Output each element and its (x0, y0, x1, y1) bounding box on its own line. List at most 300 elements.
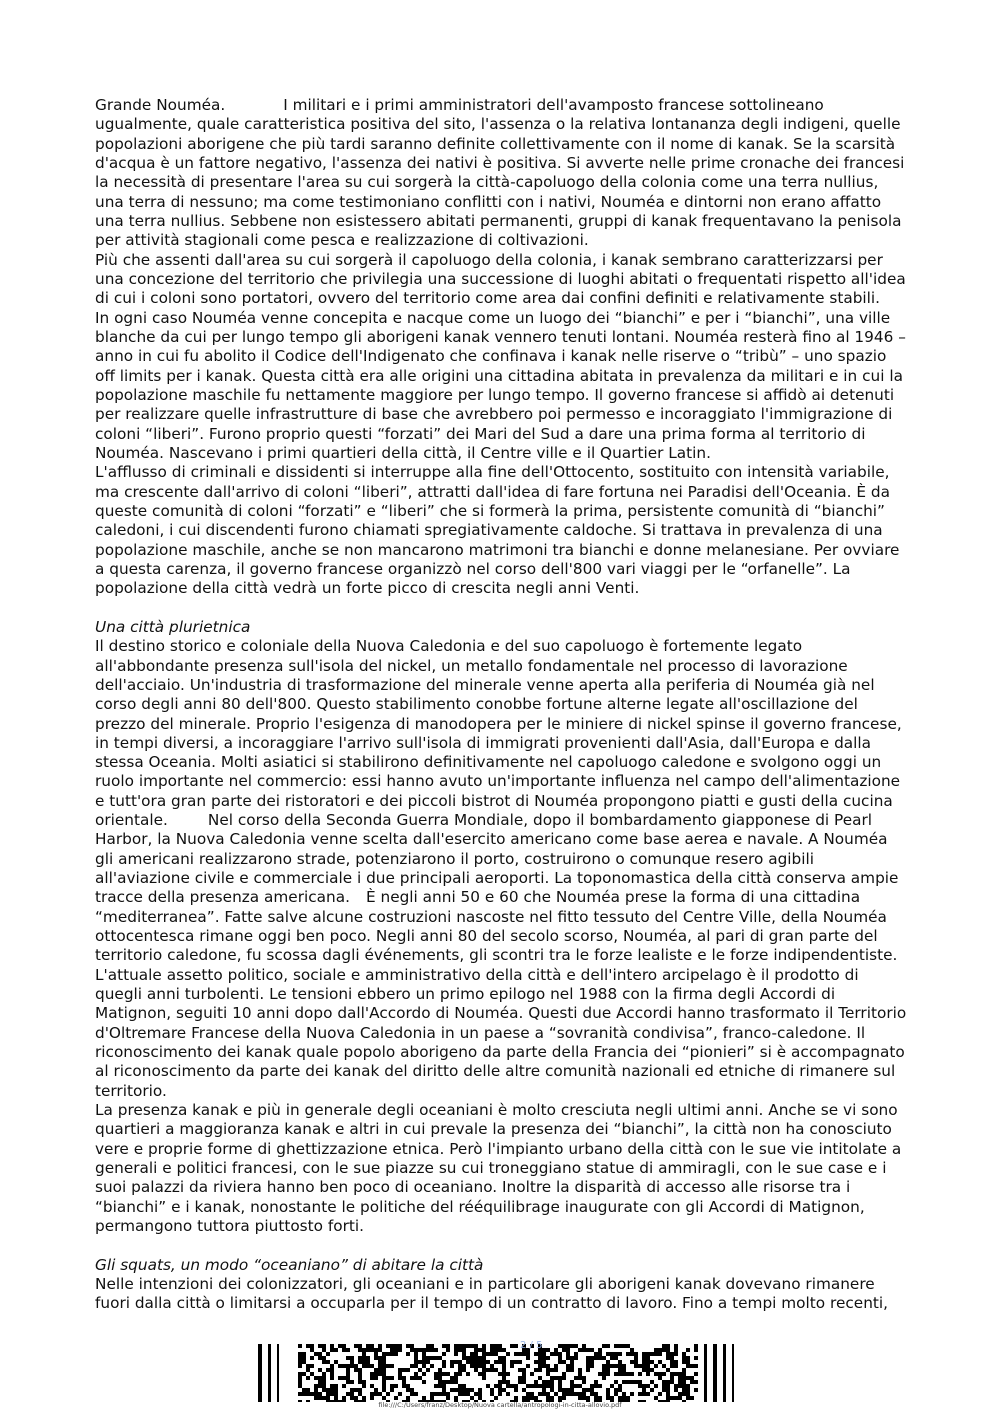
barcode-module (606, 1396, 610, 1400)
barcode-module (558, 1356, 562, 1360)
barcode-module (338, 1376, 342, 1380)
barcode-module (682, 1384, 686, 1388)
barcode-module (378, 1348, 382, 1352)
barcode-module (394, 1384, 398, 1388)
barcode-module (662, 1348, 666, 1352)
barcode-module (638, 1372, 642, 1376)
barcode-module (406, 1344, 410, 1348)
barcode-module (410, 1388, 414, 1392)
barcode-module (478, 1348, 482, 1352)
barcode-module (462, 1392, 466, 1396)
barcode-module (434, 1392, 438, 1396)
barcode-module (686, 1348, 690, 1352)
barcode-module (350, 1388, 354, 1392)
barcode-module (678, 1392, 682, 1396)
barcode-module (618, 1364, 622, 1368)
barcode-module (342, 1344, 346, 1348)
barcode-module (694, 1380, 698, 1384)
barcode-module (374, 1368, 378, 1372)
barcode-module (386, 1364, 390, 1368)
barcode-module (510, 1384, 514, 1388)
text-run: Nel corso della Seconda Guerra Mondiale, dopo il bombardamento giapponese di Pearl Harbor, la Nuova Caledonia venne scelta dall'esercito americano come base aerea e navale. A Nouméa gli americani realizzarono strade, potenziarono il porto, costruirono o comunque resero agibili all'aviazione civile e commerciale i due principali aeroporti. La toponomastica della città conserva ampie tracce della presenza americana. (95, 811, 899, 907)
barcode-module (422, 1396, 426, 1400)
barcode-module (594, 1396, 598, 1400)
barcode-module (526, 1352, 530, 1356)
barcode-module (570, 1368, 574, 1372)
barcode-module (566, 1356, 570, 1360)
barcode-module (438, 1372, 442, 1376)
barcode-module (482, 1364, 486, 1368)
barcode-module (350, 1396, 354, 1400)
barcode-module (666, 1380, 670, 1384)
barcode-module (342, 1364, 346, 1368)
barcode-module (378, 1372, 382, 1376)
barcode-module (354, 1344, 358, 1348)
barcode-module (686, 1384, 690, 1388)
barcode-module (430, 1392, 434, 1396)
barcode-module (570, 1344, 574, 1348)
barcode-module (570, 1392, 574, 1396)
barcode-module (482, 1356, 486, 1360)
barcode-module (522, 1368, 526, 1372)
barcode-module (346, 1364, 350, 1368)
barcode-module (466, 1360, 470, 1364)
barcode-module (630, 1360, 634, 1364)
barcode-bar (713, 1344, 717, 1402)
barcode-module (298, 1360, 302, 1364)
barcode-module (550, 1380, 554, 1384)
barcode-module (322, 1396, 326, 1400)
barcode-module (498, 1348, 502, 1352)
barcode-module (474, 1364, 478, 1368)
barcode-module (542, 1384, 546, 1388)
barcode-module (670, 1364, 674, 1368)
barcode-module (394, 1396, 398, 1400)
barcode-module (590, 1356, 594, 1360)
barcode-module (574, 1376, 578, 1380)
barcode-module (666, 1396, 670, 1400)
barcode-module (518, 1360, 522, 1364)
barcode-module (398, 1344, 402, 1348)
barcode-module (454, 1352, 458, 1356)
barcode-module (554, 1364, 558, 1368)
barcode-module (374, 1348, 378, 1352)
barcode-module (334, 1392, 338, 1396)
barcode-module (594, 1392, 598, 1396)
section-heading: Gli squats, un modo “oceaniano” di abitare la città (95, 1255, 484, 1274)
barcode-module (606, 1352, 610, 1356)
barcode-module (626, 1380, 630, 1384)
barcode-module (474, 1356, 478, 1360)
barcode-module (666, 1344, 670, 1348)
barcode-module (458, 1388, 462, 1392)
barcode-module (338, 1344, 342, 1348)
barcode-module (678, 1380, 682, 1384)
barcode-module (358, 1388, 362, 1392)
page-number: 2 / 5 (520, 1340, 543, 1351)
text-run: I militari e i primi amministratori dell'avamposto francese sottolineano ugualmente, quale caratteristica positiva del sito, l'assenza o la relativa lontananza degli indigeni, quelle popolazioni aborigene che più tardi saranno definite collettivamente con il nome di kanak. Se la scarsità d'acqua è un fattore negativo, l'assenza dei nativi è positiva. Si avverte nelle prime cronache dei francesi la necessità di presentare l'area su cui sorgerà la città-capoluogo della colonia come una terra nullius, una terra di nessuno; ma come testimoniano conflitti con i nativi, Nouméa e dintorni non erano affatto una terra nullius. Sebbene non esistessero abitati permanenti, gruppi di kanak frequentavano la penisola per attività stagionali come pesca e realizzazione di coltivazioni. (95, 96, 905, 250)
barcode-module (610, 1356, 614, 1360)
barcode-module (586, 1360, 590, 1364)
barcode-image (258, 1344, 742, 1402)
barcode-module (462, 1344, 466, 1348)
barcode-module (598, 1396, 602, 1400)
barcode-module (590, 1384, 594, 1388)
barcode-module (398, 1348, 402, 1352)
barcode-module (470, 1360, 474, 1364)
barcode-module (318, 1380, 322, 1384)
barcode-module (382, 1356, 386, 1360)
barcode-module (578, 1384, 582, 1388)
barcode-module (358, 1376, 362, 1380)
barcode-module (342, 1376, 346, 1380)
barcode-module (346, 1376, 350, 1380)
barcode-module (390, 1388, 394, 1392)
barcode-module (542, 1364, 546, 1368)
barcode-module (590, 1364, 594, 1368)
barcode-module (618, 1388, 622, 1392)
barcode-module (318, 1396, 322, 1400)
barcode-module (566, 1368, 570, 1372)
barcode-module (654, 1396, 658, 1400)
barcode-module (602, 1368, 606, 1372)
barcode-module (410, 1344, 414, 1348)
barcode-module (562, 1348, 566, 1352)
barcode-module (490, 1392, 494, 1396)
barcode-module (466, 1356, 470, 1360)
barcode-module (690, 1396, 694, 1400)
barcode-module (590, 1348, 594, 1352)
barcode-module (498, 1384, 502, 1388)
barcode-module (630, 1392, 634, 1396)
barcode-module (586, 1396, 590, 1400)
barcode-module (322, 1344, 326, 1348)
barcode-module (314, 1384, 318, 1388)
barcode-module (586, 1364, 590, 1368)
barcode-module (458, 1368, 462, 1372)
barcode-module (630, 1352, 634, 1356)
barcode-module (438, 1380, 442, 1384)
barcode-module (610, 1384, 614, 1388)
barcode-module (674, 1388, 678, 1392)
barcode-module (654, 1348, 658, 1352)
barcode-module (430, 1364, 434, 1368)
barcode-module (330, 1372, 334, 1376)
barcode-module (470, 1356, 474, 1360)
barcode-module (482, 1368, 486, 1372)
barcode-module (302, 1372, 306, 1376)
barcode-module (518, 1380, 522, 1384)
barcode-module (466, 1372, 470, 1376)
barcode-module (390, 1348, 394, 1352)
barcode-module (370, 1344, 374, 1348)
barcode-module (562, 1396, 566, 1400)
barcode-module (362, 1356, 366, 1360)
barcode-module (654, 1384, 658, 1388)
barcode-module (498, 1356, 502, 1360)
barcode-module (418, 1368, 422, 1372)
barcode-module (522, 1352, 526, 1356)
barcode-module (334, 1360, 338, 1364)
barcode-module (554, 1376, 558, 1380)
barcode-module (550, 1384, 554, 1388)
barcode-module (446, 1372, 450, 1376)
barcode-module (590, 1388, 594, 1392)
barcode-module (618, 1384, 622, 1388)
barcode-module (462, 1348, 466, 1352)
barcode-module (446, 1380, 450, 1384)
barcode-module (582, 1380, 586, 1384)
barcode-module (506, 1372, 510, 1376)
barcode-module (490, 1388, 494, 1392)
barcode-module (494, 1384, 498, 1388)
barcode-module (486, 1360, 490, 1364)
barcode-module (470, 1388, 474, 1392)
barcode-module (314, 1396, 318, 1400)
barcode-module (374, 1392, 378, 1396)
barcode-module (446, 1344, 450, 1348)
barcode-module (642, 1384, 646, 1388)
barcode-module (442, 1384, 446, 1388)
barcode-module (310, 1348, 314, 1352)
barcode-module (330, 1348, 334, 1352)
barcode-module (538, 1384, 542, 1388)
barcode-module (666, 1348, 670, 1352)
barcode-module (486, 1368, 490, 1372)
barcode-module (502, 1376, 506, 1380)
barcode-module (542, 1380, 546, 1384)
barcode-module (458, 1360, 462, 1364)
barcode-module (574, 1384, 578, 1388)
barcode-module (658, 1376, 662, 1380)
barcode-module (614, 1392, 618, 1396)
paragraph: Nelle intenzioni dei colonizzatori, gli oceaniani e in particolare gli aborigeni kanak dovevano rimanere fuori dalla città o limitarsi a occuparla per il tempo di un contratto di lavoro. Fino a tempi molto recenti, (95, 1275, 888, 1313)
barcode-module (490, 1348, 494, 1352)
barcode-module (666, 1384, 670, 1388)
barcode-module (442, 1344, 446, 1348)
barcode-module (494, 1344, 498, 1348)
barcode-module (550, 1396, 554, 1400)
barcode-module (454, 1372, 458, 1376)
barcode-module (406, 1384, 410, 1388)
paragraph: La presenza kanak e più in generale degli oceaniani è molto cresciuta negli ultimi anni. Anche se vi sono quartieri a maggioranza kanak e altri in cui prevale la presenza dei “bianchi”, la città non ha conosciuto vere e proprie forme di ghettizzazione etnica. Però l'impianto urbano della città con le sue vie intitolate a generali e politici francesi, con le sue piazze su cui troneggiano statue di ammiragli, con le sue case e i suoi palazzi da riviera hanno ben poco di oceaniano. Inoltre la disparità di accesso alle risorse tra i “bianchi” e i kanak, nonostante le politiche del rééquilibrage inaugurate con gli Accordi di Matignon, permangono tuttora piuttosto forti. (95, 1101, 902, 1236)
barcode-module (390, 1344, 394, 1348)
barcode-module (478, 1364, 482, 1368)
barcode-module (438, 1376, 442, 1380)
barcode-module (606, 1360, 610, 1364)
barcode-module (538, 1368, 542, 1372)
barcode-module (630, 1372, 634, 1376)
barcode-module (378, 1392, 382, 1396)
barcode-module (414, 1372, 418, 1376)
barcode-module (694, 1356, 698, 1360)
barcode-module (602, 1372, 606, 1376)
barcode-module (642, 1364, 646, 1368)
barcode-module (362, 1380, 366, 1384)
barcode-module (478, 1396, 482, 1400)
barcode-module (558, 1384, 562, 1388)
barcode-module (382, 1360, 386, 1364)
barcode-module (494, 1368, 498, 1372)
barcode-module (502, 1356, 506, 1360)
barcode-module (510, 1360, 514, 1364)
barcode-module (494, 1360, 498, 1364)
barcode-module (370, 1396, 374, 1400)
barcode-module (522, 1396, 526, 1400)
barcode-module (426, 1348, 430, 1352)
barcode-module (546, 1380, 550, 1384)
barcode-module (682, 1352, 686, 1356)
barcode-module (318, 1384, 322, 1388)
barcode-module (326, 1368, 330, 1372)
barcode-module (450, 1360, 454, 1364)
barcode-module (498, 1388, 502, 1392)
barcode-module (466, 1388, 470, 1392)
barcode-module (490, 1368, 494, 1372)
barcode-module (578, 1372, 582, 1376)
barcode-module (466, 1392, 470, 1396)
barcode-module (438, 1384, 442, 1388)
barcode-module (454, 1360, 458, 1364)
barcode-module (606, 1372, 610, 1376)
barcode-module (442, 1392, 446, 1396)
barcode-module (394, 1348, 398, 1352)
barcode-module (634, 1352, 638, 1356)
barcode-module (482, 1360, 486, 1364)
barcode-module (522, 1376, 526, 1380)
barcode-module (382, 1376, 386, 1380)
barcode-module (534, 1352, 538, 1356)
barcode-module (370, 1392, 374, 1396)
barcode-module (362, 1348, 366, 1352)
barcode-module (462, 1352, 466, 1356)
barcode-module (322, 1376, 326, 1380)
barcode-module (374, 1356, 378, 1360)
barcode-module (694, 1344, 698, 1348)
barcode-module (674, 1344, 678, 1348)
barcode-module (454, 1388, 458, 1392)
barcode-module (406, 1396, 410, 1400)
barcode-module (534, 1396, 538, 1400)
barcode-module (614, 1388, 618, 1392)
barcode-module (678, 1396, 682, 1400)
barcode-module (618, 1344, 622, 1348)
barcode-module (514, 1360, 518, 1364)
barcode-module (482, 1352, 486, 1356)
barcode-module (434, 1356, 438, 1360)
barcode-module (526, 1396, 530, 1400)
barcode-module (402, 1384, 406, 1388)
barcode-module (446, 1392, 450, 1396)
barcode-module (514, 1396, 518, 1400)
barcode-module (642, 1392, 646, 1396)
barcode-module (382, 1372, 386, 1376)
barcode-module (634, 1364, 638, 1368)
barcode-module (650, 1368, 654, 1372)
barcode-module (534, 1368, 538, 1372)
barcode-module (462, 1388, 466, 1392)
barcode-module (422, 1348, 426, 1352)
barcode-module (378, 1360, 382, 1364)
barcode-module (486, 1384, 490, 1388)
barcode-module (302, 1388, 306, 1392)
barcode-module (614, 1356, 618, 1360)
barcode-module (322, 1380, 326, 1384)
barcode-module (350, 1392, 354, 1396)
barcode-module (322, 1356, 326, 1360)
barcode-module (450, 1376, 454, 1380)
barcode-module (506, 1384, 510, 1388)
barcode-module (446, 1396, 450, 1400)
barcode-module (318, 1368, 322, 1372)
barcode-module (562, 1372, 566, 1376)
barcode-module (674, 1372, 678, 1376)
barcode-module (534, 1360, 538, 1364)
barcode-module (526, 1356, 530, 1360)
text-run: Il destino storico e coloniale della Nuova Caledonia e del suo capoluogo è fortemente legato all'abbondante presenza sull'isola del nickel, un metallo fondamentale nel processo di lavorazione dell'acciaio. Un'industria di trasformazione del minerale venne aperta alla periferia di Nouméa già nel corso degli anni 80 dell'800. Questo stabilimento conobbe fortune alterne legate all'oscillazione del prezzo del minerale. Proprio l'esigenza di manodopera per le miniere di nickel spinse il governo francese, in tempi diversi, a incoraggiare l'arrivo sull'isola di immigrati provenienti dall'Asia, dall'Europa e dalla stessa Oceania. Molti asiatici si stabilirono definitivamente nel capoluogo caledone e svolgono oggi un ruolo importante nel commercio: essi hanno avuto un'importante influenza nel campo dell'alimentazione e tutt'ora gran parte dei ristoratori e dei piccoli bistrot di Nouméa propongono piatti e gusti della cucina orientale. (95, 637, 902, 830)
barcode-module (618, 1372, 622, 1376)
barcode-module (478, 1392, 482, 1396)
barcode-module (358, 1372, 362, 1376)
barcode-module (618, 1360, 622, 1364)
barcode-module (302, 1392, 306, 1396)
barcode-module (654, 1372, 658, 1376)
barcode-module (650, 1352, 654, 1356)
barcode-module (382, 1352, 386, 1356)
barcode-module (298, 1372, 302, 1376)
barcode-module (666, 1352, 670, 1356)
barcode-module (362, 1384, 366, 1388)
barcode-module (630, 1380, 634, 1384)
barcode-module (654, 1352, 658, 1356)
barcode-module (682, 1368, 686, 1372)
barcode-module (690, 1376, 694, 1380)
barcode-module (430, 1344, 434, 1348)
barcode-module (402, 1380, 406, 1384)
barcode-module (514, 1384, 518, 1388)
barcode-module (414, 1360, 418, 1364)
barcode-module (550, 1368, 554, 1372)
barcode-module (550, 1388, 554, 1392)
paragraph: L'afflusso di criminali e dissidenti si interruppe alla fine dell'Ottocento, sostituito con intensità variabile, ma crescente dall'arrivo di coloni “liberi”, attratti dall'idea di fare fortuna nei Paradisi dell'Oceania. È da queste comunità di coloni “forzati” e “liberi” che si formerà la prima, persistente comunità di “bianchi” caledoni, i cui discendenti furono chiamati spregiativamente caldoche. Si trattava in prevalenza di una popolazione maschile, anche se non mancarono matrimoni tra bianchi e donne melanesiane. Per ovviare a questa carenza, il governo francese organizzò nel corso dell'800 vari viaggi per le “orfanelle”. La popolazione della città vedrà un forte picco di crescita negli anni Venti. (95, 463, 900, 598)
barcode-module (458, 1348, 462, 1352)
barcode-module (342, 1348, 346, 1352)
barcode-module (426, 1360, 430, 1364)
barcode-module (538, 1360, 542, 1364)
barcode-module (450, 1380, 454, 1384)
barcode-module (474, 1368, 478, 1372)
barcode-module (454, 1344, 458, 1348)
barcode-module (594, 1356, 598, 1360)
barcode-module (594, 1384, 598, 1388)
barcode-module (598, 1384, 602, 1388)
barcode-module (438, 1356, 442, 1360)
barcode-module (566, 1364, 570, 1368)
barcode-module (646, 1356, 650, 1360)
barcode-module (482, 1376, 486, 1380)
barcode-module (546, 1356, 550, 1360)
barcode-module (566, 1344, 570, 1348)
barcode-module (454, 1376, 458, 1380)
barcode-module (334, 1388, 338, 1392)
barcode-module (542, 1348, 546, 1352)
barcode-module (674, 1384, 678, 1388)
barcode-module (538, 1352, 542, 1356)
barcode-module (458, 1384, 462, 1388)
barcode-module (346, 1380, 350, 1384)
barcode-module (554, 1368, 558, 1372)
barcode-module (670, 1352, 674, 1356)
